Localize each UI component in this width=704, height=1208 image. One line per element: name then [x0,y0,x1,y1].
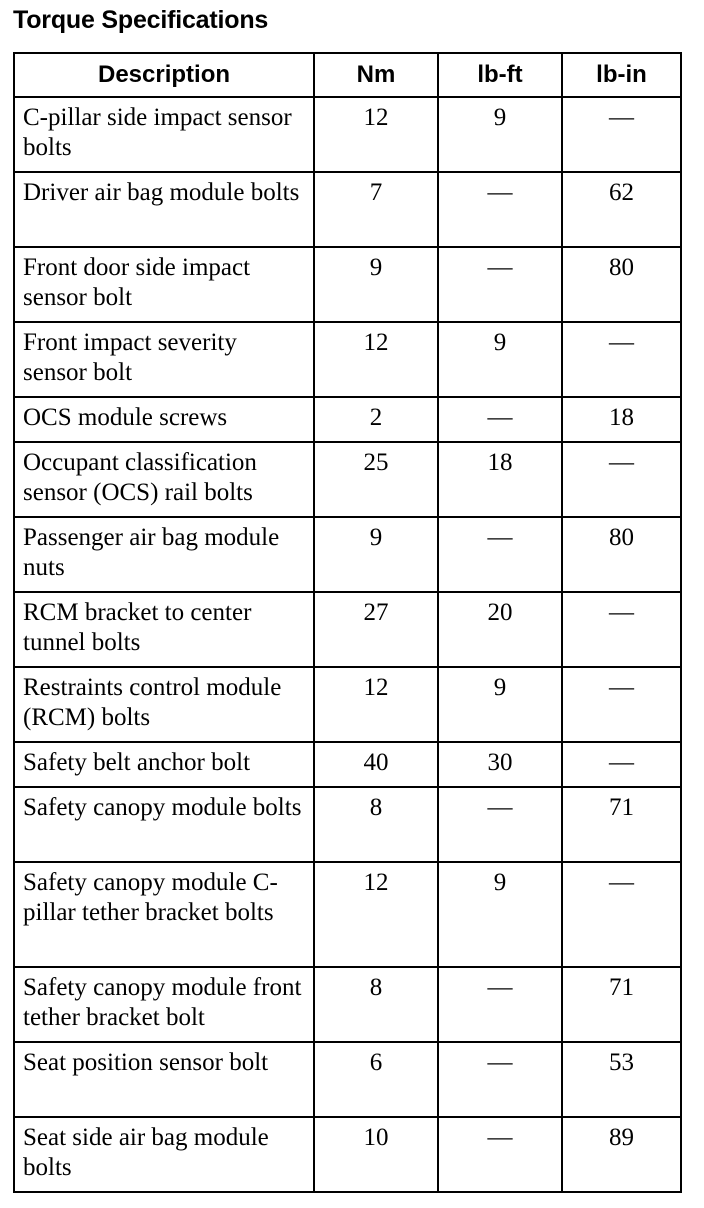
table-row [14,442,681,517]
cell-nm: 12 [314,667,438,742]
cell-lb-in: 62 [562,172,681,247]
table-row [14,967,681,1042]
cell-nm: 8 [314,787,438,862]
cell-lb-in: 71 [562,967,681,1042]
torque-spec-table [13,52,682,1193]
table-row [14,862,681,967]
header-description: Description [14,53,314,97]
cell-description: Safety belt anchor bolt [14,742,314,787]
table-row [14,667,681,742]
table-row [14,1117,681,1192]
cell-lb-ft: 9 [438,862,562,967]
cell-nm: 9 [314,247,438,322]
cell-lb-ft: 18 [438,442,562,517]
table-header-row [14,53,681,97]
cell-lb-ft: — [438,172,562,247]
cell-description: Safety canopy module C-pillar tether bracket bolts [14,862,314,967]
table-row [14,397,681,442]
cell-description: Front door side impact sensor bolt [14,247,314,322]
table-row [14,97,681,172]
cell-lb-in: — [562,322,681,397]
cell-lb-in: — [562,592,681,667]
cell-description: Occupant classification sensor (OCS) rail bolts [14,442,314,517]
cell-lb-in: 71 [562,787,681,862]
table-row [14,172,681,247]
cell-nm: 12 [314,862,438,967]
table-row [14,322,681,397]
cell-lb-in: 80 [562,517,681,592]
cell-description: Passenger air bag module nuts [14,517,314,592]
cell-lb-in: — [562,667,681,742]
cell-lb-in: 53 [562,1042,681,1117]
cell-lb-ft: 9 [438,322,562,397]
cell-lb-in: 80 [562,247,681,322]
header-nm: Nm [314,53,438,97]
table-row [14,247,681,322]
cell-lb-ft: — [438,247,562,322]
table-row [14,517,681,592]
cell-lb-in: — [562,97,681,172]
cell-lb-ft: — [438,967,562,1042]
cell-description: Front impact severity sensor bolt [14,322,314,397]
cell-description: Safety canopy module bolts [14,787,314,862]
cell-description: Seat position sensor bolt [14,1042,314,1117]
table-row [14,592,681,667]
cell-nm: 12 [314,322,438,397]
table-row [14,787,681,862]
cell-lb-ft: 20 [438,592,562,667]
cell-lb-ft: 9 [438,97,562,172]
cell-lb-ft: 9 [438,667,562,742]
cell-nm: 9 [314,517,438,592]
cell-description: Restraints control module (RCM) bolts [14,667,314,742]
cell-nm: 10 [314,1117,438,1192]
cell-lb-ft: — [438,397,562,442]
page-title: Torque Specifications [13,6,269,34]
cell-lb-in: — [562,442,681,517]
cell-lb-ft: — [438,787,562,862]
cell-description: OCS module screws [14,397,314,442]
cell-nm: 25 [314,442,438,517]
cell-nm: 27 [314,592,438,667]
cell-description: Safety canopy module front tether bracket bolt [14,967,314,1042]
cell-description: C-pillar side impact sensor bolts [14,97,314,172]
table-row [14,1042,681,1117]
cell-nm: 40 [314,742,438,787]
cell-nm: 12 [314,97,438,172]
cell-lb-in: 89 [562,1117,681,1192]
cell-nm: 2 [314,397,438,442]
cell-lb-ft: 30 [438,742,562,787]
cell-nm: 7 [314,172,438,247]
cell-lb-in: — [562,742,681,787]
cell-lb-in: 18 [562,397,681,442]
cell-lb-in: — [562,862,681,967]
cell-lb-ft: — [438,1117,562,1192]
header-lb-in: lb-in [562,53,681,97]
cell-lb-ft: — [438,517,562,592]
header-lb-ft: lb-ft [438,53,562,97]
cell-description: Seat side air bag module bolts [14,1117,314,1192]
cell-description: RCM bracket to center tunnel bolts [14,592,314,667]
cell-lb-ft: — [438,1042,562,1117]
cell-nm: 8 [314,967,438,1042]
cell-description: Driver air bag module bolts [14,172,314,247]
cell-nm: 6 [314,1042,438,1117]
table-row [14,742,681,787]
